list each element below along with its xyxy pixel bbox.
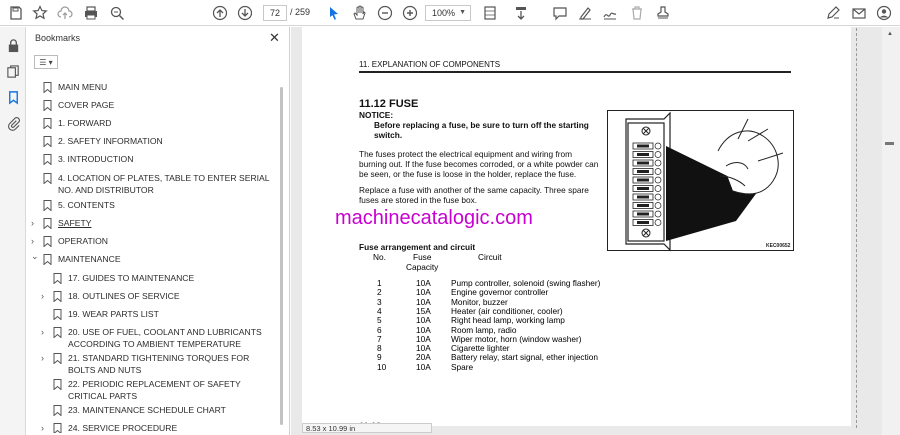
- column-header-capacity: Capacity: [406, 262, 439, 272]
- bookmark-flag-icon: [43, 154, 52, 165]
- hand-tool-icon[interactable]: [350, 4, 368, 22]
- fuse-number: 7: [377, 333, 382, 344]
- column-header-fuse: Fuse: [413, 252, 432, 262]
- comment-icon[interactable]: [551, 4, 569, 22]
- bookmark-label: 23. MAINTENANCE SCHEDULE CHART: [68, 405, 226, 415]
- edit-pdf-icon[interactable]: [824, 4, 842, 22]
- bookmark-label: 18. OUTLINES OF SERVICE: [68, 291, 180, 301]
- next-page-icon[interactable]: [236, 4, 254, 22]
- zoom-level-value: 100%: [432, 8, 456, 18]
- fit-page-icon[interactable]: [481, 4, 499, 22]
- bookmark-label: MAIN MENU: [58, 82, 108, 92]
- stamp-icon[interactable]: [654, 4, 672, 22]
- bookmark-label: 2. SAFETY INFORMATION: [58, 136, 163, 146]
- bookmark-flag-icon: [43, 118, 52, 129]
- column-header-circuit: Circuit: [478, 252, 502, 262]
- notice-text: Before replacing a fuse, be sure to turn off the starting switch.: [374, 120, 589, 140]
- page-edge-marker: [856, 28, 857, 428]
- bookmarks-panel-icon[interactable]: [4, 88, 22, 106]
- chevron-down-icon: ▼: [459, 9, 466, 16]
- bookmark-label: 5. CONTENTS: [58, 200, 115, 210]
- left-navigation-rail: [0, 27, 26, 435]
- bookmark-flag-icon: [43, 136, 52, 147]
- select-cursor-icon[interactable]: [325, 4, 343, 22]
- account-icon[interactable]: [875, 4, 893, 22]
- prev-page-icon[interactable]: [211, 4, 229, 22]
- zoom-in-icon[interactable]: [401, 4, 419, 22]
- bookmark-flag-icon: [43, 200, 52, 211]
- fuse-circuit: Pump controller, solenoid (swing flasher): [451, 278, 601, 288]
- zoom-level-select[interactable]: [425, 5, 471, 21]
- bookmark-flag-icon: [53, 273, 62, 284]
- bookmark-flag-icon: [43, 173, 52, 184]
- scroll-up-icon[interactable]: ▲: [887, 31, 893, 37]
- fuse-capacity: 20A: [416, 352, 431, 363]
- bookmark-label: 3. INTRODUCTION: [58, 154, 134, 164]
- figure-code: KEC00652: [766, 243, 791, 249]
- fuse-circuit: Engine governor controller: [451, 287, 549, 298]
- attachment-paperclip-icon[interactable]: [4, 114, 22, 132]
- chevron-right-icon[interactable]: ›: [41, 291, 44, 301]
- section-header: 11. EXPLANATION OF COMPONENTS: [359, 60, 501, 69]
- fuse-box-illustration: [607, 110, 794, 251]
- fuse-circuit: Right head lamp, working lamp: [451, 315, 565, 326]
- pdf-page: [302, 27, 851, 426]
- bookmark-label: 24. SERVICE PROCEDURE: [68, 423, 178, 433]
- delete-trash-icon[interactable]: [628, 4, 646, 22]
- upload-cloud-icon[interactable]: [56, 4, 74, 22]
- page-number-input[interactable]: 72: [263, 5, 287, 21]
- section-title: 11.12 FUSE: [359, 98, 419, 110]
- bookmark-label: 22. PERIODIC REPLACEMENT OF SAFETY CRITICAL PARTS: [68, 379, 241, 401]
- fuse-circuit: Heater (air conditioner, cooler): [451, 305, 563, 316]
- fuse-circuit: Wiper motor, horn (window washer): [451, 333, 582, 344]
- document-scrollbar[interactable]: [882, 27, 900, 435]
- bookmark-flag-icon: [53, 353, 62, 364]
- fuse-description-paragraph: The fuses protect the electrical equipment and wiring from burning out. If the fuse becomes corroded, or a white powder can be seen, or the fuse is loose in the holder, replace the fuse.: [359, 149, 599, 179]
- bookmark-star-icon[interactable]: [31, 4, 49, 22]
- chevron-down-icon[interactable]: ⌄: [31, 251, 39, 261]
- bookmark-label: OPERATION: [58, 236, 108, 246]
- page-total-label: / 259: [290, 7, 311, 17]
- bookmark-label: MAINTENANCE: [58, 254, 121, 264]
- column-header-no: No.: [373, 252, 386, 262]
- bookmark-flag-icon: [43, 236, 52, 247]
- fuse-capacity: 10A: [416, 324, 431, 335]
- bookmark-label: 1. FORWARD: [58, 118, 112, 128]
- bookmark-flag-icon: [53, 327, 62, 338]
- bookmark-flag-icon: [43, 254, 52, 265]
- notice-label: NOTICE:: [359, 110, 394, 120]
- zoom-out-icon[interactable]: [376, 4, 394, 22]
- bookmark-label: 4. LOCATION OF PLATES, TABLE TO ENTER SERIAL NO. AND DISTRIBUTOR: [58, 173, 270, 195]
- bookmarks-panel: [27, 27, 290, 435]
- chevron-right-icon[interactable]: ›: [41, 423, 44, 433]
- print-icon[interactable]: [82, 4, 100, 22]
- fuse-circuit: Cigarette lighter: [451, 343, 510, 354]
- chevron-right-icon[interactable]: ›: [41, 353, 44, 363]
- fuse-circuit: Monitor, buzzer: [451, 296, 508, 307]
- fuse-capacity: 10A: [416, 315, 431, 326]
- fuse-number: 6: [377, 324, 382, 335]
- scroll-mode-icon[interactable]: [512, 4, 530, 22]
- chevron-right-icon[interactable]: ›: [31, 218, 34, 228]
- fuse-circuit: Spare: [451, 361, 474, 372]
- fuse-arrangement-title: Fuse arrangement and circuit: [359, 242, 476, 252]
- bookmark-flag-icon: [43, 218, 52, 229]
- document-viewer: [291, 27, 900, 435]
- fuse-number: 1: [377, 278, 382, 288]
- bookmark-flag-icon: [43, 82, 52, 93]
- fuse-number: 3: [377, 296, 382, 307]
- fuse-capacity: 10A: [416, 287, 431, 298]
- header-rule: [359, 71, 791, 73]
- draw-sign-icon[interactable]: [601, 4, 619, 22]
- bookmark-flag-icon: [43, 100, 52, 111]
- fuse-replacement-paragraph: Replace a fuse with another of the same capacity. Three spare fuses are stored in the fuse box.: [359, 185, 589, 205]
- chevron-right-icon[interactable]: ›: [41, 327, 44, 337]
- fuse-number: 10: [377, 361, 387, 372]
- bookmarks-scrollbar[interactable]: [280, 87, 283, 425]
- bookmark-flag-icon: [53, 423, 62, 433]
- bookmarks-title: Bookmarks: [35, 33, 81, 43]
- mail-icon[interactable]: [850, 4, 868, 22]
- fuse-capacity: 15A: [416, 305, 431, 316]
- fuse-table-row: [359, 362, 659, 372]
- chevron-right-icon[interactable]: ›: [31, 236, 34, 246]
- fuse-capacity: 10A: [416, 343, 431, 354]
- close-icon[interactable]: ✕: [269, 30, 280, 45]
- bookmark-label: 19. WEAR PARTS LIST: [68, 309, 159, 319]
- bookmark-flag-icon: [53, 291, 62, 302]
- bookmark-label: 20. USE OF FUEL, COOLANT AND LUBRICANTS ACCORDING TO AMBIENT TEMPERATURE: [68, 327, 262, 349]
- bookmark-label: 21. STANDARD TIGHTENING TORQUES FOR BOLTS AND NUTS: [68, 353, 250, 375]
- page-size-indicator: 8.53 x 10.99 in: [302, 423, 432, 433]
- fuse-number: 2: [377, 287, 382, 298]
- fuse-circuit: Room lamp, radio: [451, 324, 517, 335]
- highlight-pen-icon[interactable]: [576, 4, 594, 22]
- bookmark-flag-icon: [53, 309, 62, 320]
- fuse-capacity: 10A: [416, 278, 431, 288]
- bookmark-flag-icon: [53, 405, 62, 416]
- toolbar: [0, 0, 900, 26]
- lock-icon[interactable]: [4, 36, 22, 54]
- fuse-number: 4: [377, 305, 382, 316]
- bookmark-label: COVER PAGE: [58, 100, 115, 110]
- fuse-number: 5: [377, 315, 382, 326]
- bookmark-label: SAFETY: [58, 218, 92, 228]
- zoom-search-icon[interactable]: [108, 4, 126, 22]
- bookmark-options-button[interactable]: ☰ ▾: [34, 55, 58, 69]
- fuse-number: 8: [377, 343, 382, 354]
- page-thumbnails-icon[interactable]: [4, 62, 22, 80]
- fuse-number: 9: [377, 352, 382, 363]
- bookmark-label: 17. GUIDES TO MAINTENANCE: [68, 273, 195, 283]
- save-icon[interactable]: [7, 4, 25, 22]
- bookmark-list: [27, 77, 282, 433]
- fuse-circuit: Battery relay, start signal, ether injection: [451, 352, 598, 363]
- scroll-thumb[interactable]: [885, 142, 894, 145]
- watermark-text: machinecatalogic.com: [335, 207, 533, 229]
- fuse-capacity: 10A: [416, 361, 431, 372]
- fuse-capacity: 10A: [416, 333, 431, 344]
- bookmark-flag-icon: [53, 379, 62, 390]
- fuse-capacity: 10A: [416, 296, 431, 307]
